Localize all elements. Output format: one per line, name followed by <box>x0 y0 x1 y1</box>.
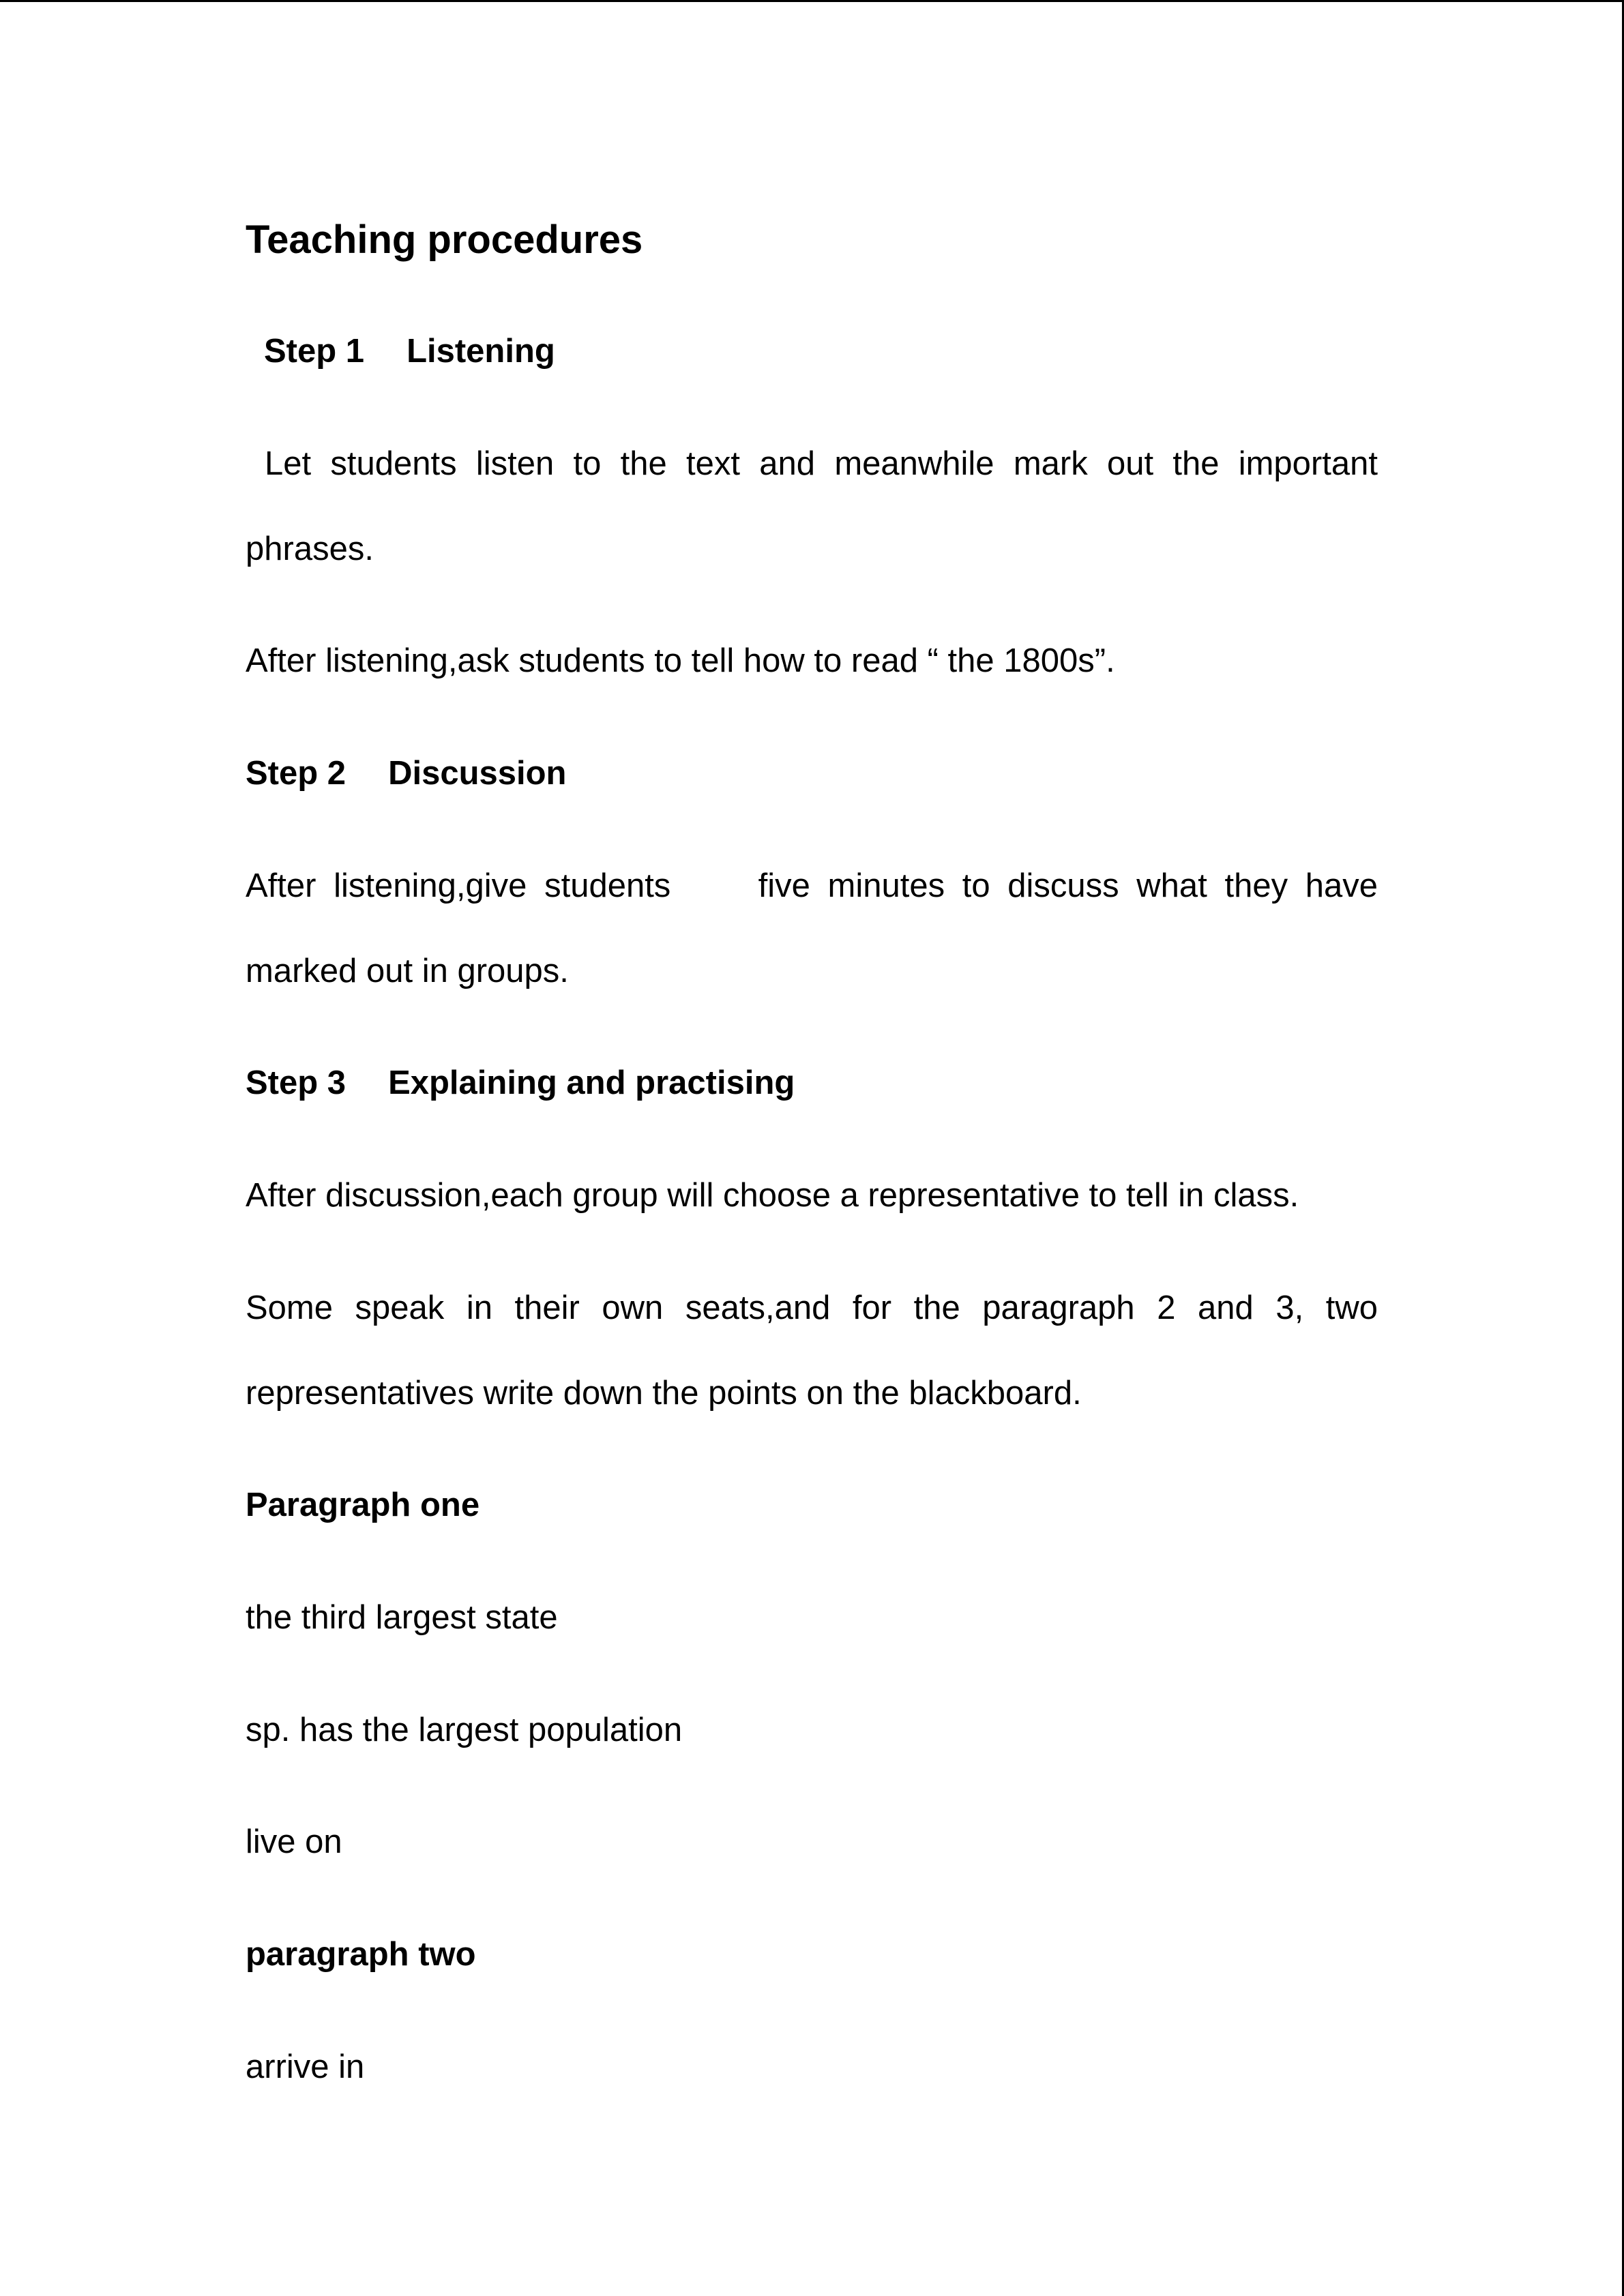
step3-paragraph-2-line-1: Some speak in their own seats,and for the paragraph 2 and 3, two <box>246 1289 1378 1326</box>
step1-paragraph-1-line-1: Let students listen to the text and meanwhile mark out the important <box>265 445 1378 482</box>
paragraph-one-item: live on <box>246 1823 342 1860</box>
step1-number: Step 1 <box>264 333 365 370</box>
step1-heading <box>264 331 555 372</box>
page-title: Teaching procedures <box>246 218 643 262</box>
step3-name: Explaining and practising <box>388 1064 795 1101</box>
paragraph-one-item: sp. has the largest population <box>246 1712 683 1748</box>
step2-number: Step 2 <box>246 755 346 792</box>
step1-name: Listening <box>407 333 555 370</box>
step3-paragraph-2-line-2: representatives write down the points on the blackboard. <box>246 1375 1082 1412</box>
step2-name: Discussion <box>388 755 567 792</box>
paragraph-one-item: the third largest state <box>246 1599 558 1636</box>
step2-heading <box>246 754 566 794</box>
paragraph-two-item: arrive in <box>246 2048 365 2085</box>
step3-heading <box>246 1063 795 1103</box>
step1-paragraph-2: After listening,ask students to tell how to read “ the 1800s”. <box>246 642 1115 679</box>
step3-number: Step 3 <box>246 1064 346 1101</box>
step2-paragraph-line-1: After listening,give students five minutes to discuss what they have <box>246 867 1378 904</box>
step1-paragraph-1-line-2: phrases. <box>246 531 374 567</box>
step2-paragraph-line-2: marked out in groups. <box>246 953 569 989</box>
paragraph-two-heading: paragraph two <box>246 1936 476 1973</box>
step3-paragraph-1: After discussion,each group will choose a representative to tell in class. <box>246 1177 1299 1214</box>
paragraph-one-heading: Paragraph one <box>246 1487 480 1523</box>
